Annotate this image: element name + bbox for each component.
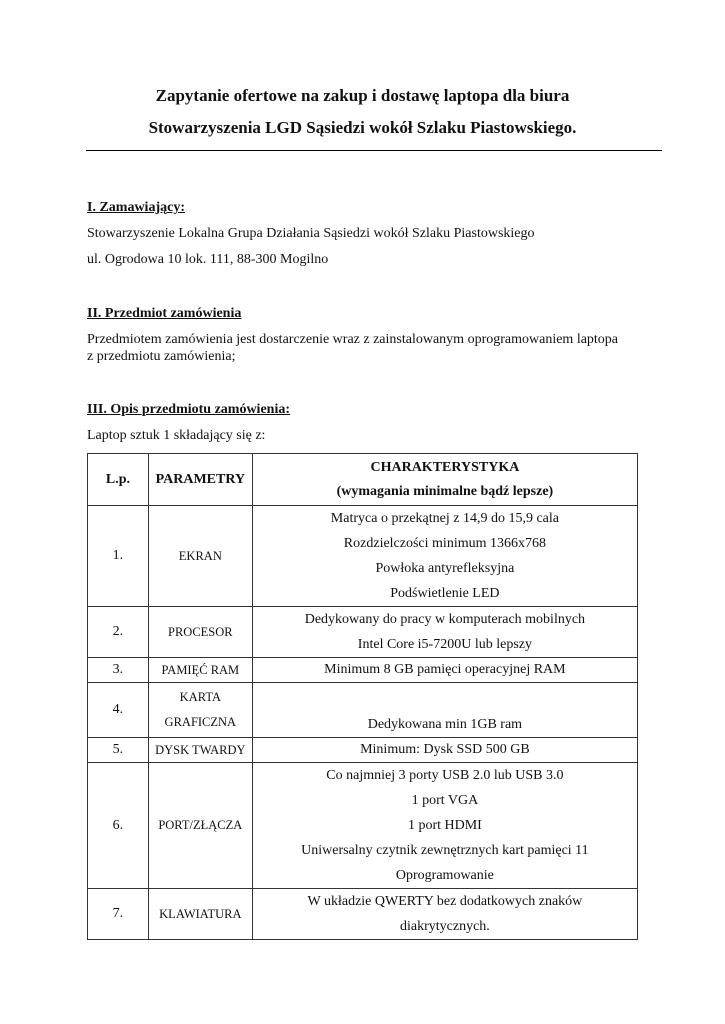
- description-line: Podświetlenie LED: [390, 586, 500, 601]
- specification-table: [87, 453, 638, 940]
- orderer-name: Stowarzyszenie Lokalna Grupa Działania Sąsiedzi wokół Szlaku Piastowskiego: [87, 226, 535, 241]
- table-row: [88, 658, 638, 683]
- document-title-line-1: Zapytanie ofertowe na zakup i dostawę laptopa dla biura: [155, 86, 570, 105]
- description-line: Powłoka antyrefleksyjna: [375, 561, 515, 576]
- row-parameter: EKRAN: [148, 506, 252, 607]
- description-line: diakrytycznych.: [400, 919, 490, 934]
- row-parameter: [148, 683, 252, 738]
- row-number: 7.: [88, 889, 149, 940]
- laptop-intro: Laptop sztuk 1 składający się z:: [87, 428, 266, 443]
- row-description: [252, 763, 637, 889]
- header-characteristics-title: CHARAKTERYSTYKA: [370, 460, 520, 475]
- header-lp: L.p.: [88, 454, 149, 506]
- description-line: Intel Core i5-7200U lub lepszy: [357, 637, 532, 652]
- description-line: Rozdzielczości minimum 1366x768: [343, 536, 546, 551]
- row-parameter: DYSK TWARDY: [148, 738, 252, 763]
- description-line: Uniwersalny czytnik zewnętrznych kart pamięci 11: [301, 843, 589, 858]
- row-parameter: KLAWIATURA: [148, 889, 252, 940]
- description-line: Dedykowany do pracy w komputerach mobilnych: [304, 612, 586, 627]
- description-line: Co najmniej 3 porty USB 2.0 lub USB 3.0: [326, 768, 564, 783]
- table-row: [88, 506, 638, 607]
- description-line: 1 port VGA: [411, 793, 479, 808]
- section-3-heading: III. Opis przedmiotu zamówienia:: [87, 402, 290, 417]
- parameter-line: KARTA: [179, 690, 221, 704]
- row-parameter: PORT/ZŁĄCZA: [148, 763, 252, 889]
- table-row: [88, 683, 638, 738]
- title-divider: [86, 150, 662, 151]
- row-number: 3.: [88, 658, 149, 683]
- row-number: 6.: [88, 763, 149, 889]
- row-parameter: PROCESOR: [148, 607, 252, 658]
- section-2-heading: II. Przedmiot zamówienia: [87, 306, 242, 321]
- description-line: Oprogramowanie: [395, 868, 494, 883]
- description-line: W układzie QWERTY bez dodatkowych znaków: [307, 894, 583, 909]
- row-number: 4.: [88, 683, 149, 738]
- row-description: Minimum 8 GB pamięci operacyjnej RAM: [252, 658, 637, 683]
- parameter-line: GRAFICZNA: [164, 715, 237, 729]
- header-characteristics-note: (wymagania minimalne bądź lepsze): [336, 484, 554, 499]
- subject-line-1: Przedmiotem zamówienia jest dostarczenie wraz z zainstalowanym oprogramowaniem laptopa: [87, 332, 619, 347]
- row-description: [252, 683, 637, 738]
- row-description: [252, 506, 637, 607]
- row-description: [252, 607, 637, 658]
- document-title-line-2: Stowarzyszenia LGD Sąsiedzi wokół Szlaku Piastowskiego.: [148, 118, 577, 137]
- description-line: Dedykowana min 1GB ram: [367, 717, 523, 732]
- table-row: [88, 763, 638, 889]
- header-characteristics: [252, 454, 637, 506]
- section-1-heading: I. Zamawiający:: [87, 200, 185, 215]
- subject-line-2: z przedmiotu zamówienia;: [87, 349, 236, 364]
- table-header-row: [88, 454, 638, 506]
- orderer-address: ul. Ogrodowa 10 lok. 111, 88-300 Mogilno: [87, 252, 329, 267]
- table-row: [88, 889, 638, 940]
- row-number: 1.: [88, 506, 149, 607]
- header-parameters: PARAMETRY: [148, 454, 252, 506]
- description-line: [253, 683, 637, 708]
- row-description: [252, 889, 637, 940]
- row-parameter: PAMIĘĆ RAM: [148, 658, 252, 683]
- description-line: 1 port HDMI: [407, 818, 482, 833]
- row-number: 2.: [88, 607, 149, 658]
- description-line: Matryca o przekątnej z 14,9 do 15,9 cala: [330, 511, 559, 526]
- row-number: 5.: [88, 738, 149, 763]
- table-row: [88, 607, 638, 658]
- row-description: Minimum: Dysk SSD 500 GB: [252, 738, 637, 763]
- table-row: [88, 738, 638, 763]
